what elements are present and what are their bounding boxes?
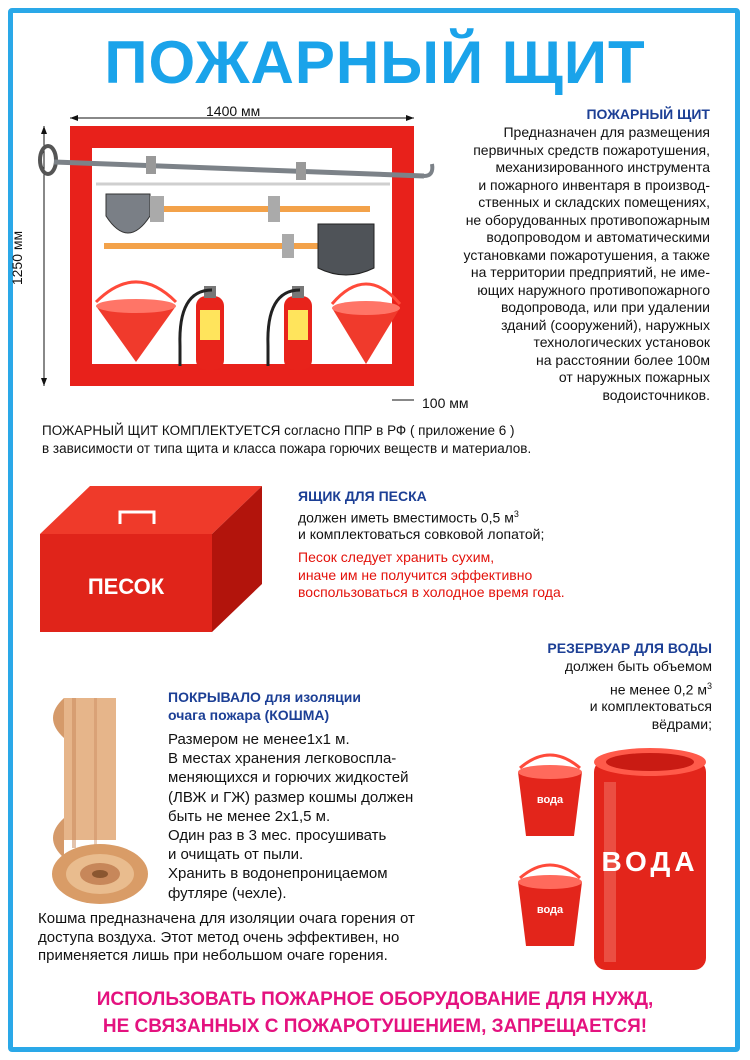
bucket-label: вода — [536, 904, 564, 916]
blanket-line: и очищать от пыли. — [168, 846, 304, 864]
blanket-heading-koshma: (КОШМА) — [264, 707, 330, 723]
blanket-footer-line: Кошма предназначена для изоляции очага горения от — [38, 910, 415, 927]
water-volume — [610, 678, 712, 699]
shield-heading: ПОЖАРНЫЙ ЩИТ — [586, 106, 710, 122]
blanket-line: В местах хранения легковоспла- — [168, 750, 397, 768]
water-volume-line: должен быть объемом — [564, 658, 712, 674]
description-line: и пожарного инвентаря в производ- — [478, 176, 710, 193]
water-equip-line: и комплектоваться — [589, 698, 712, 714]
sand-warning-line: иначе им не получится эффективно — [298, 566, 533, 583]
blanket-line: Размером не менее1х1 м. — [168, 731, 350, 748]
gap-label: 100 мм — [422, 395, 469, 411]
water-heading: РЕЗЕРВУАР ДЛЯ ВОДЫ — [547, 640, 712, 656]
fire-shield-illustration — [14, 96, 484, 416]
sand-box-illustration — [30, 484, 270, 634]
blanket-line: Хранить в водонепроницаемом — [168, 865, 388, 883]
page-title: ПОЖАРНЫЙ ЩИТ — [104, 29, 646, 96]
shield-description — [430, 124, 710, 404]
description-line: первичных средств пожаротушения, — [473, 141, 710, 158]
warning-line-1: ИСПОЛЬЗОВАТЬ ПОЖАРНОЕ ОБОРУДОВАНИЕ ДЛЯ НУЖД, — [96, 989, 654, 1010]
blanket-line: Один раз в 3 мес. просушивать — [168, 827, 387, 845]
prohibition-warning — [20, 986, 730, 1040]
description-line: ственных и складских помещениях, — [478, 194, 710, 210]
sand-warning-line: воспользоваться в холодное время года. — [298, 584, 565, 600]
completeness-line-2: в зависимости от типа щита и класса пожара горючих веществ и материалов. — [42, 441, 532, 456]
height-label: 1250 мм — [9, 230, 26, 286]
description-line: водопроводом и автоматическими — [486, 229, 710, 245]
description-line: водопровода, или при удалении — [501, 299, 710, 315]
felt-blanket-illustration — [34, 690, 154, 910]
blanket-footer — [38, 910, 415, 966]
description-line: зданий (сооружений), наружных — [501, 316, 710, 333]
sand-capacity-text: должен иметь вместимость 0,5 м — [298, 509, 514, 526]
blanket-line: футляре (чехле). — [168, 884, 287, 902]
blanket-heading-line2: очага пожара — [168, 707, 265, 723]
blanket-heading-bold: ПОКРЫВАЛО — [168, 689, 261, 705]
completeness-line-1: ПОЖАРНЫЙ ЩИТ КОМПЛЕКТУЕТСЯ согласно ППР в РФ ( приложение 6 ) — [42, 423, 515, 438]
description-line: водоисточников. — [602, 386, 710, 403]
description-line: Предназначен для размещения — [503, 124, 710, 140]
description-line: установками пожаротушения, а также — [463, 246, 710, 263]
blanket-line: быть не менее 2х1,5 м. — [168, 807, 331, 825]
width-label: 1400 мм — [206, 103, 261, 119]
sand-capacity — [298, 506, 519, 527]
water-volume-text: не менее 0,2 м — [609, 681, 707, 698]
sand-equipment: и комплектоваться совковой лопатой; — [298, 526, 545, 542]
water-buckets-line: вёдрами; — [651, 716, 712, 732]
warning-line-2: НЕ СВЯЗАННЫХ С ПОЖАРОТУШЕНИЕМ, ЗАПРЕЩАЕТСЯ! — [102, 1016, 648, 1037]
description-line: не оборудованных противопожарным — [465, 211, 710, 228]
blanket-heading — [168, 688, 361, 724]
blanket-line: меняющихся и горючих жидкостей — [168, 769, 409, 787]
sand-warning-line: Песок следует хранить сухим, — [298, 549, 495, 565]
sand-box-label: ПЕСОК — [87, 574, 165, 599]
description-line: на территории предприятий, не име- — [470, 264, 710, 280]
water-volume-unit: 3 — [706, 681, 712, 691]
description-line: технологических установок — [533, 334, 710, 350]
tank-label: ВОДА — [601, 846, 699, 877]
description-line: механизированного инструмента — [495, 159, 710, 175]
blanket-footer-line: применяется лишь при небольшом очаге горения. — [38, 947, 388, 965]
bucket-label: вода — [536, 794, 564, 806]
blanket-description — [168, 730, 413, 903]
description-line: от наружных пожарных — [558, 369, 710, 385]
blanket-heading-rest: для изоляции — [260, 689, 361, 705]
description-line: ющих наружного противопожарного — [477, 281, 710, 298]
blanket-footer-line: доступа воздуха. Этот метод очень эффективен, но — [38, 928, 400, 946]
sand-heading: ЯЩИК ДЛЯ ПЕСКА — [298, 488, 427, 504]
blanket-line: (ЛВЖ и ГЖ) размер кошмы должен — [168, 788, 414, 806]
sand-capacity-unit: 3 — [513, 509, 519, 519]
description-line: на расстоянии более 100м — [536, 351, 710, 368]
sand-warning — [298, 549, 565, 602]
